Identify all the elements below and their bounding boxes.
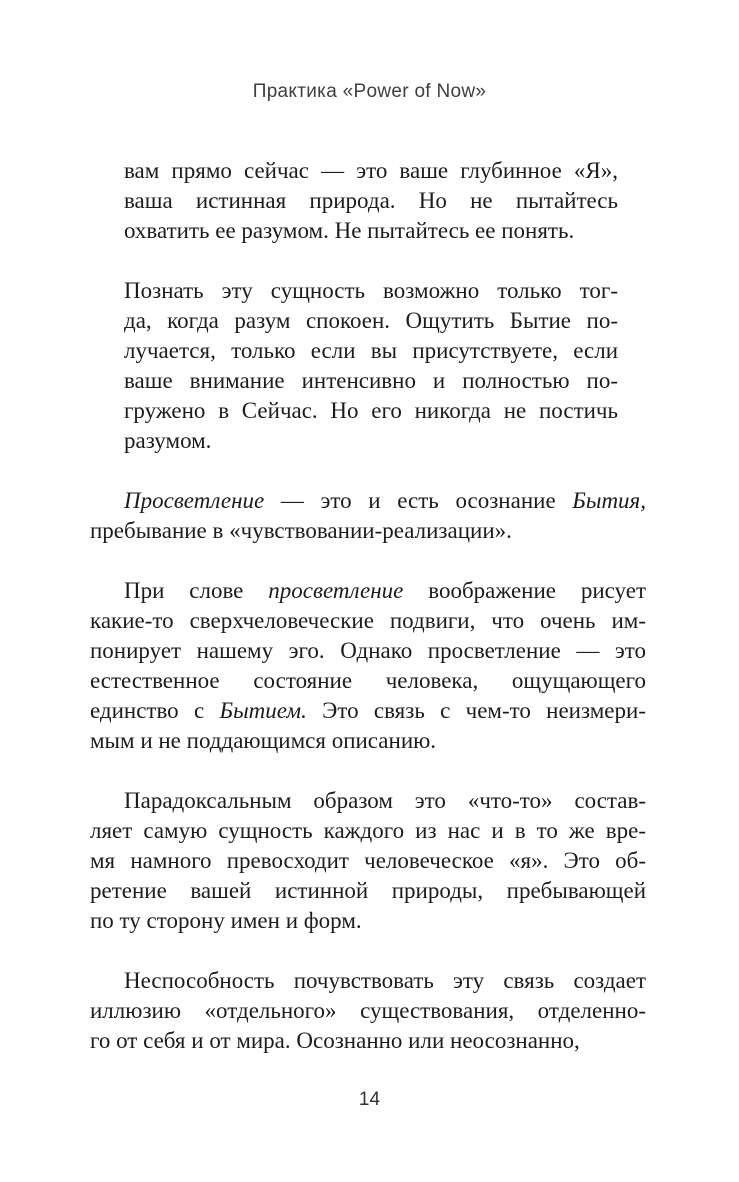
running-header: Практика «Power of Now» xyxy=(252,81,487,102)
text-segment: гружено в Сейчас. Но его никогда не постичь xyxy=(124,398,618,423)
text-line xyxy=(90,666,646,696)
text-segment: да, когда разум спокоен. Ощутить Бытие по- xyxy=(124,308,618,333)
italic-text: просветление xyxy=(268,578,404,603)
text-line xyxy=(124,366,618,396)
text-segment: иллюзию «отдельного» существования, отделенно- xyxy=(90,998,646,1023)
text-column xyxy=(90,156,646,1056)
text-line xyxy=(90,726,646,756)
paragraph xyxy=(124,156,618,246)
text-line xyxy=(124,306,618,336)
text-segment: какие-то сверхчеловеческие подвиги, что очень им- xyxy=(90,608,646,633)
text-segment: охватить ее разумом. Не пытайтесь ее понять. xyxy=(124,218,575,243)
paragraph xyxy=(90,576,646,756)
text-segment: Парадоксальным образом это «что-то» состав- xyxy=(124,788,646,813)
text-segment: понирует нашему эго. Однако просветление — это xyxy=(90,638,646,663)
italic-text: Бытия, xyxy=(572,488,646,513)
text-segment: Познать эту сущность возможно только тог- xyxy=(124,278,618,303)
text-line xyxy=(90,816,646,846)
text-line xyxy=(124,396,618,426)
text-segment: Неспособность почувствовать эту связь создает xyxy=(124,968,646,993)
text-segment: лучается, только если вы присутствуете, если xyxy=(124,338,618,363)
page-number: 14 xyxy=(358,1089,381,1110)
text-segment: ретение вашей истинной природы, пребывающей xyxy=(90,878,646,903)
text-line xyxy=(124,186,618,216)
text-segment: разумом. xyxy=(124,428,212,453)
practice-excerpt-block xyxy=(90,156,646,456)
text-segment: ваша истинная природа. Но не пытайтесь xyxy=(124,188,618,213)
text-line xyxy=(90,696,646,726)
text-segment: При слове xyxy=(124,578,269,603)
paragraph xyxy=(124,276,618,456)
text-segment: Это связь с чем-то неизмери- xyxy=(306,698,646,723)
text-line xyxy=(124,426,618,456)
text-segment: единство с xyxy=(90,698,220,723)
text-line xyxy=(90,606,646,636)
text-segment: го от себя и от мира. Осознанно или неосознанно, xyxy=(90,1028,580,1053)
text-line xyxy=(90,576,646,606)
paragraph xyxy=(90,966,646,1056)
text-segment: пребывание в «чувствовании-реализации». xyxy=(90,518,512,543)
text-segment: — это и есть осознание xyxy=(264,488,573,513)
text-segment: ляет самую сущность каждого из нас и в то же вре- xyxy=(90,818,646,843)
text-segment: естественное состояние человека, ощущающего xyxy=(90,668,646,693)
text-line xyxy=(90,846,646,876)
text-line xyxy=(124,276,618,306)
text-line xyxy=(90,1026,646,1056)
text-segment: по ту сторону имен и форм. xyxy=(90,908,362,933)
text-line xyxy=(90,486,646,516)
text-segment: воображение рисует xyxy=(403,578,646,603)
text-line xyxy=(124,216,618,246)
text-line xyxy=(90,906,646,936)
text-line xyxy=(90,786,646,816)
body-text-block xyxy=(90,486,646,1056)
italic-text: Бытием. xyxy=(219,698,307,723)
paragraph xyxy=(90,486,646,546)
text-line xyxy=(90,876,646,906)
italic-text: Просветление xyxy=(124,488,265,513)
text-line xyxy=(90,516,646,546)
text-line xyxy=(90,996,646,1026)
text-segment: мя намного превосходит человеческое «я». Это об- xyxy=(90,848,646,873)
text-segment: вам прямо сейчас — это ваше глубинное «Я», xyxy=(124,158,618,183)
text-line xyxy=(124,156,618,186)
text-line xyxy=(90,966,646,996)
text-segment: ваше внимание интенсивно и полностью по- xyxy=(124,368,618,393)
text-line xyxy=(124,336,618,366)
paragraph xyxy=(90,786,646,936)
text-line xyxy=(90,636,646,666)
text-segment: мым и не поддающимся описанию. xyxy=(90,728,437,753)
